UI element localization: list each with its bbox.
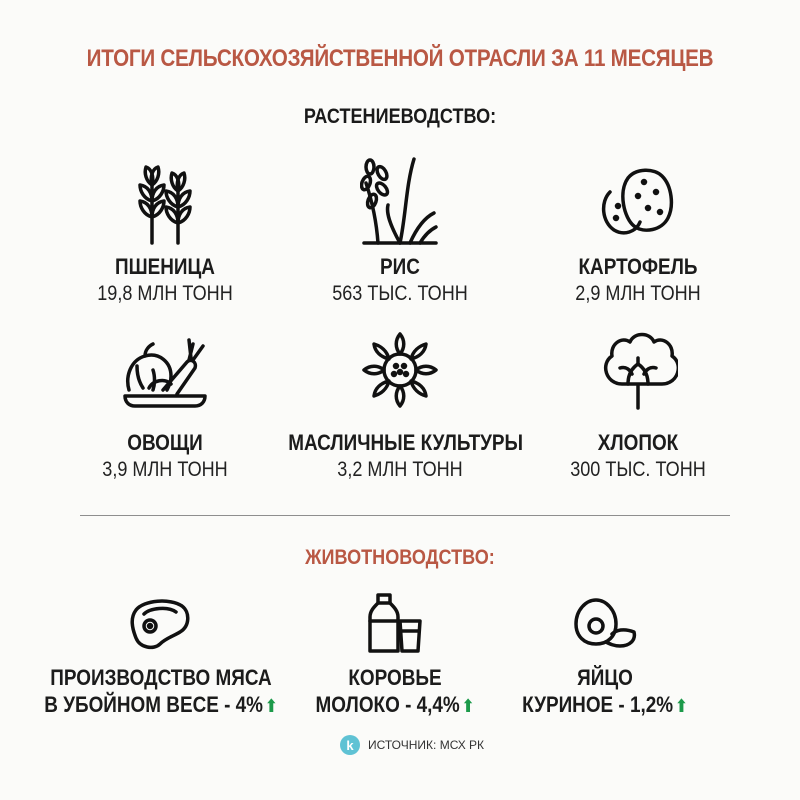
arrow-up-icon: ⬆ bbox=[674, 696, 688, 716]
animal-label bbox=[485, 664, 726, 720]
animal-label-line1: ЯЙЦО bbox=[577, 665, 633, 690]
rice-icon bbox=[360, 155, 440, 245]
animal-label-line1: КОРОВЬЕ bbox=[348, 665, 442, 690]
vegetables-icon bbox=[119, 330, 211, 410]
arrow-up-icon: ⬆ bbox=[264, 696, 278, 716]
plant-value: 2,9 МЛН ТОНН bbox=[575, 282, 701, 305]
plants-heading: РАСТЕНИЕВОДСТВО: bbox=[303, 105, 497, 128]
milk-icon bbox=[366, 591, 424, 655]
potato-icon bbox=[598, 160, 678, 240]
plant-name: ПШЕНИЦА bbox=[114, 254, 215, 279]
arrow-up-icon: ⬆ bbox=[461, 696, 475, 716]
plant-name: РИС bbox=[380, 254, 420, 279]
plant-item-rice bbox=[270, 150, 530, 306]
meat-icon bbox=[130, 596, 192, 650]
source-logo-icon: k bbox=[340, 735, 360, 755]
animal-item-eggs bbox=[465, 588, 745, 720]
sunflower-icon bbox=[358, 328, 442, 412]
source-text: ИСТОЧНИК: МСХ РК bbox=[368, 738, 485, 752]
page-title: ИТОГИ СЕЛЬСКОХОЗЯЙСТВЕННОЙ ОТРАСЛИ ЗА 11 МЕСЯЦЕВ bbox=[86, 45, 714, 72]
animal-label-line1: ПРОИЗВОДСТВО МЯСА bbox=[50, 665, 272, 690]
animal-label-line2-row bbox=[41, 691, 282, 720]
animal-label-line2: В УБОЙНОМ ВЕСЕ - 4% bbox=[44, 692, 264, 717]
cotton-icon bbox=[598, 328, 678, 412]
plant-item-wheat bbox=[35, 150, 295, 306]
plant-name: ОВОЩИ bbox=[127, 430, 203, 455]
plant-item-cotton bbox=[508, 328, 768, 482]
egg-icon bbox=[572, 596, 638, 650]
animal-label-line2: МОЛОКО - 4,4% bbox=[315, 692, 460, 717]
animal-label-line2-row bbox=[485, 691, 726, 720]
wheat-icon bbox=[130, 155, 200, 245]
plant-value: 563 ТЫС. ТОНН bbox=[332, 282, 468, 305]
animal-label-line2: КУРИНОЕ - 1,2% bbox=[522, 692, 674, 717]
plant-name: КАРТОФЕЛЬ bbox=[578, 254, 698, 279]
plant-value: 300 ТЫС. ТОНН bbox=[570, 458, 706, 481]
plant-item-oilseeds bbox=[270, 328, 530, 482]
plant-item-vegetables bbox=[35, 328, 295, 482]
source-footer bbox=[340, 735, 484, 755]
plant-name: МАСЛИЧНЫЕ КУЛЬТУРЫ bbox=[288, 430, 524, 455]
plant-item-potato bbox=[508, 150, 768, 306]
animals-heading: ЖИВОТНОВОДСТВО: bbox=[305, 546, 495, 569]
plant-value: 19,8 МЛН ТОНН bbox=[97, 282, 233, 305]
plant-value: 3,9 МЛН ТОНН bbox=[102, 458, 228, 481]
section-divider bbox=[80, 515, 730, 516]
plant-value: 3,2 МЛН ТОНН bbox=[337, 458, 463, 481]
plant-name: ХЛОПОК bbox=[597, 430, 679, 455]
animal-label bbox=[41, 664, 282, 720]
